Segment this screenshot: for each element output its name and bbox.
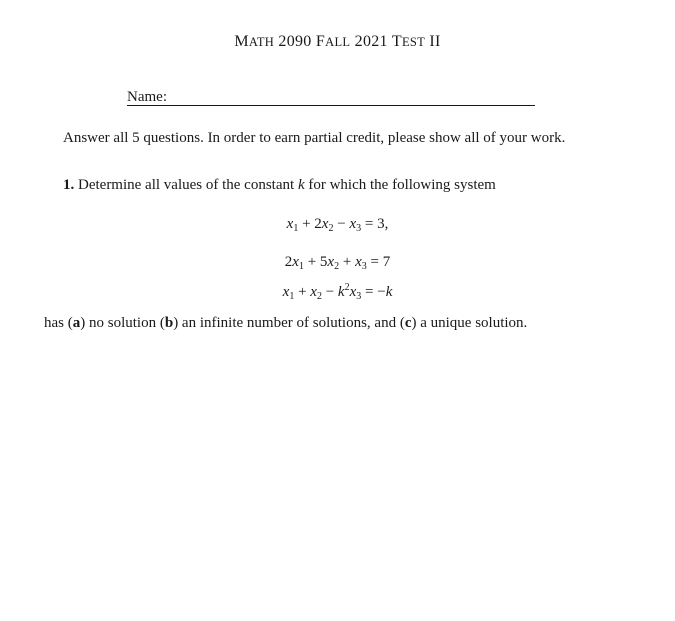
equation-2: $2x_1 + 5x_2 + x_3 = 7$: [284, 254, 391, 272]
name-field[interactable]: [127, 89, 535, 107]
name-label: Name:: [127, 89, 167, 105]
equation-3: $x_1 + x_2 - k^2x_3 = -k$: [282, 282, 393, 302]
question-number: 1.: [63, 177, 75, 193]
page-title: MATH 2090 FALL 2021 TEST II: [234, 33, 441, 50]
equation-1: $x_1 + 2x_2 - x_3 = 3$,: [286, 216, 389, 234]
question-1-prompt: 1. Determine all values of the constant k for which the following system: [63, 177, 496, 193]
name-underline[interactable]: [127, 105, 535, 106]
instructions: Answer all 5 questions. In order to earn partial credit, please show all of your work.: [63, 130, 566, 146]
question-1-parts: has (a) no solution (b) an infinite number of solutions, and (c) a unique solution.: [44, 315, 528, 331]
